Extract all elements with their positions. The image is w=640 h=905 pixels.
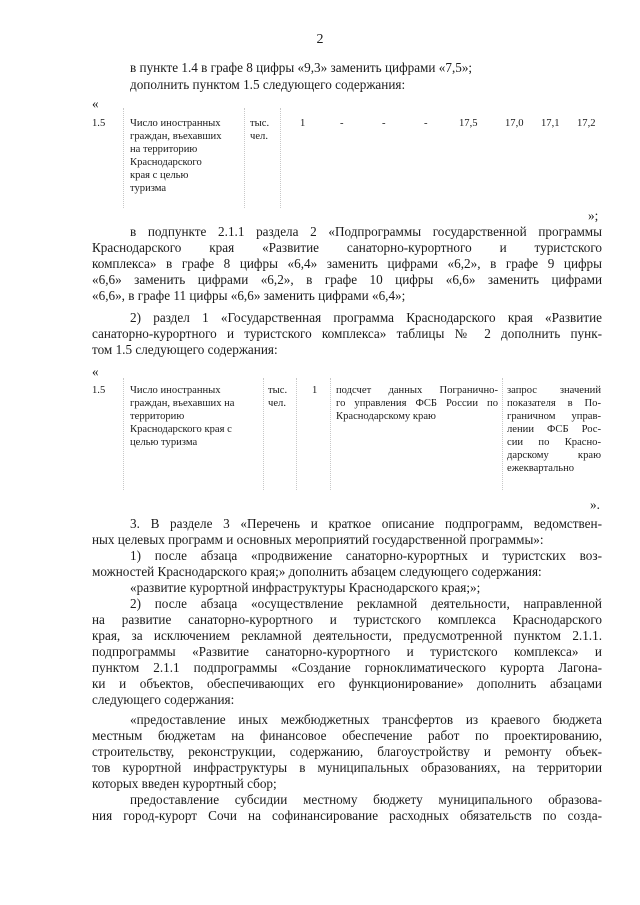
- intro-line-1: в пункте 1.4 в графе 8 цифры «9,3» заменить цифрами «7,5»;: [130, 60, 473, 75]
- table-1-value-3: 17,1: [541, 118, 560, 129]
- table-1-dash-3: -: [424, 118, 428, 129]
- table-1-unit: тыс. чел.: [250, 118, 270, 142]
- paragraph-section-3: 3. В разделе 3 «Перечень и краткое описание подпрограмм, ведомствен- ных целевых программ и основных мероприятий государственной программы»: 1) после абзаца «продвижение санаторно-курортных и туристских воз- можностей Краснодарского края;» дополнить абзацем следующего содержания: «развитие курортной инфраструктуры Краснодарского края;»; 2) после абзаца «осуществление рекламной деятельности, направленной на развитие санаторно-курортного и туристского комплекса Краснодарского края, за исключением рекламной деятельности, предусмотренной пунктом 2.1.1. подпрограммы «Развитие санаторно-курортного и туристского комплекса» и пунктом 2.1.1 подпрограммы «Создание горноклиматического курорта Лагона- ки и объектов, обеспечивающих его функционирование» дополнить абзацами следующего содержания: «предоставление иных межбюджетных трансфертов из краевого бюджета местным бюджетам на финансовое обеспечение работ по проектированию, строительству, реконструкции, содержанию, благоустройству и ремонту объек- тов курортной инфраструктуры в муниципальных образованиях, на территории которых введен курортный сбор; предоставление субсидии местному бюджету муниципального образова- ния город-курорт Сочи на софинансирование расходных обязательств по созда-: [92, 516, 602, 823]
- quote-open-1: «: [92, 96, 99, 111]
- quote-close-2: ».: [590, 497, 600, 512]
- table-1-num: 1.5: [92, 118, 106, 129]
- quote-close-1: »;: [588, 208, 599, 223]
- table-2-col-1: 1: [312, 385, 318, 396]
- table-1-value-1: 17,5: [459, 118, 478, 129]
- table-2-method: подсчет данных Погранично- го управления ФСБ России по Краснодарскому краю: [336, 385, 498, 422]
- table-1-value-4: 17,2: [577, 118, 596, 129]
- table-1-dash-1: -: [340, 118, 344, 129]
- table-2-unit: тыс. чел.: [268, 385, 288, 409]
- table-2-num: 1.5: [92, 385, 106, 396]
- page-number: 2: [316, 32, 324, 47]
- table-1-col-1: 1: [300, 118, 306, 129]
- intro-line-2: дополнить пунктом 1.5 следующего содержания:: [130, 77, 406, 92]
- table-1-name: Число иностранных граждан, въехавших на территорию Краснодарского края с целью туризма: [130, 118, 222, 194]
- table-2-source: запрос значений показателя в По- граничном управ- лении ФСБ Рос- сии по Красно- дарскому краю ежеквартально: [507, 385, 601, 474]
- quote-open-2: «: [92, 364, 99, 379]
- paragraph-subclause-2-1-1: в подпункте 2.1.1 раздела 2 «Подпрограммы государственной программы Краснодарского края «Развитие санаторно-курортного и туристского комплекса» в графе 8 цифры «6,4» заменить цифрами «6,2», в графе 9 цифры «6,6» заменить цифрами «6,2», в графе 10 цифры «6,6» заменить цифрами «6,6», в графе 11 цифры «6,6» заменить цифрами «6,4»;: [92, 224, 602, 303]
- paragraph-section-1: 2) раздел 1 «Государственная программа Краснодарского края «Развитие санаторно-курортного и туристского комплекса» таблицы № 2 дополнить пунк- том 1.5 следующего содержания:: [92, 310, 602, 357]
- table-1-dash-2: -: [382, 118, 386, 129]
- table-1-value-2: 17,0: [505, 118, 524, 129]
- table-2-name: Число иностранных граждан, въехавших на территорию Краснодарского края с целью туризма: [130, 385, 235, 448]
